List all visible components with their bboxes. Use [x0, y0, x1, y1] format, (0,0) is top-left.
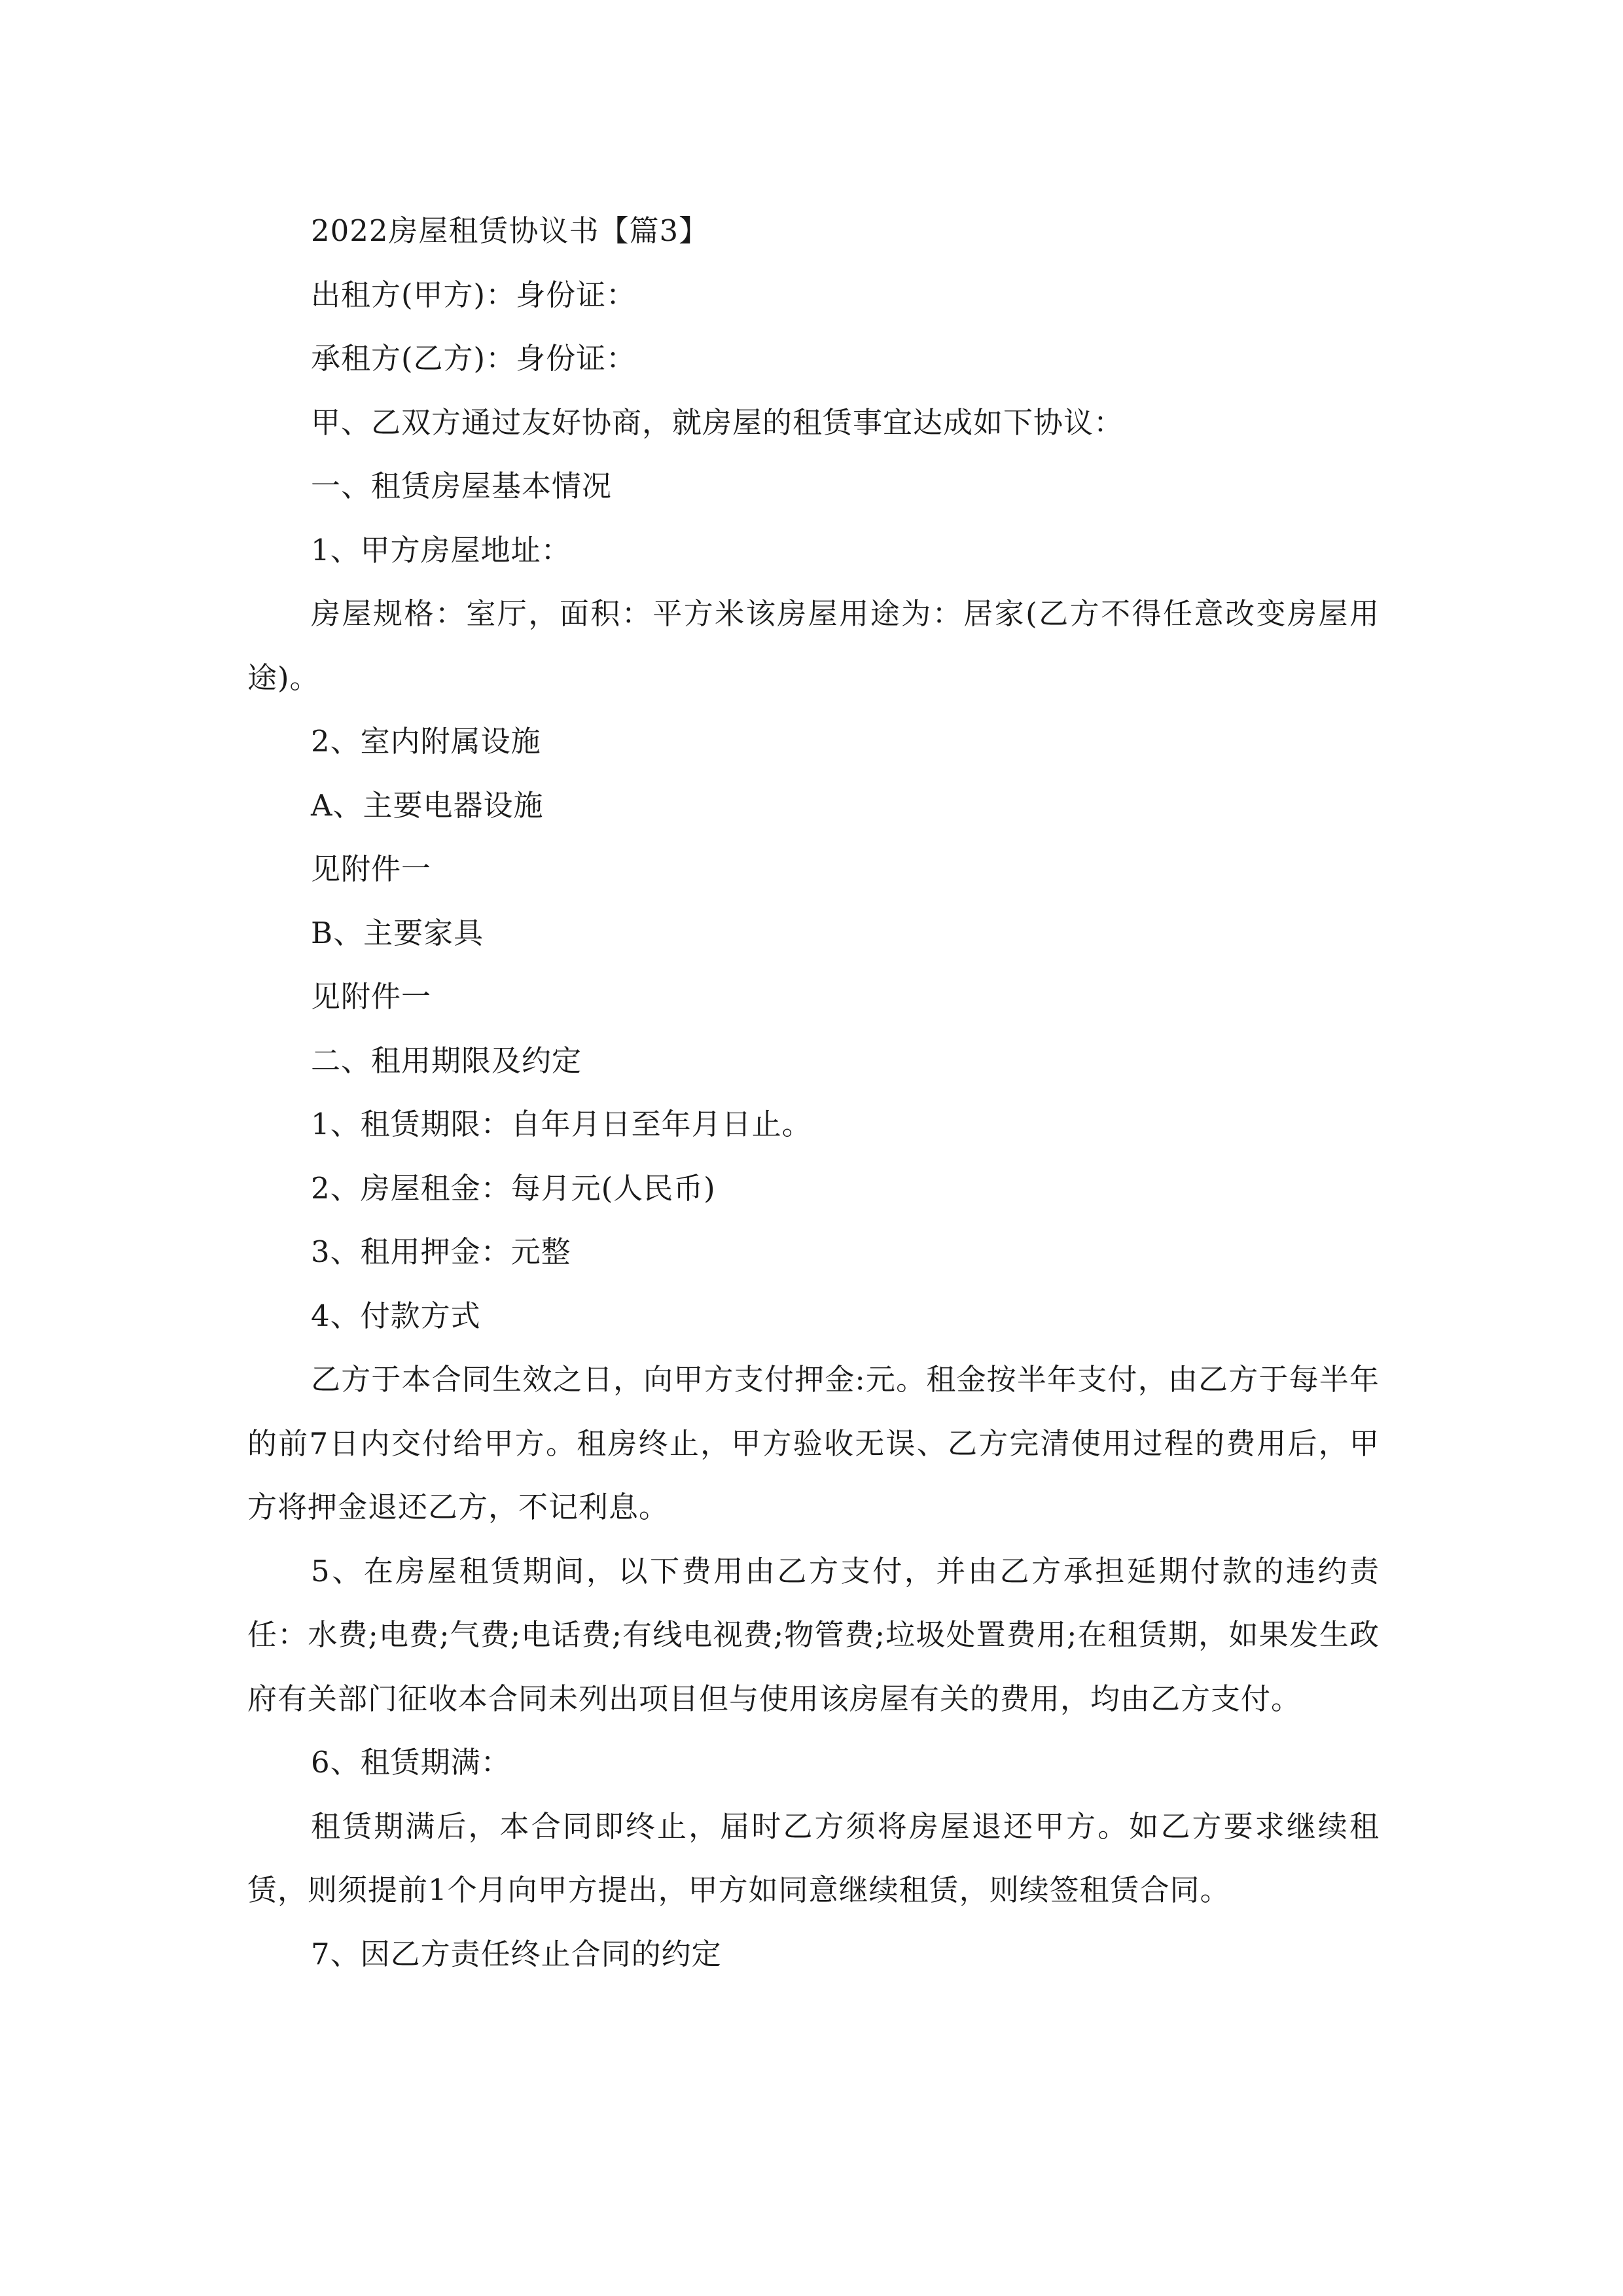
clause-term: 1、租赁期限：自年月日至年月日止。: [311, 1107, 812, 1141]
clause-specification: 房屋规格：室厅，面积：平方米该房屋用途为：居家(乙方不得任意改变房屋用途)。: [247, 596, 1380, 695]
section-heading-1: 一、租赁房屋基本情况: [311, 469, 613, 503]
lessor-line: 出租方(甲方)：身份证：: [311, 277, 637, 312]
lessee-line: 承租方(乙方)：身份证：: [311, 341, 637, 376]
clause-furniture: B、主要家具: [311, 915, 484, 950]
clause-deposit: 3、租用押金：元整: [311, 1234, 571, 1269]
expiry-paragraph: 租赁期满后，本合同即终止，届时乙方须将房屋退还甲方。如乙方要求继续租赁，则须提前1个月向甲方提出，甲方如同意继续租赁，则续签租赁合同。: [247, 1808, 1380, 1907]
agreement-intro: 甲、乙双方通过友好协商，就房屋的租赁事宜达成如下协议：: [311, 404, 1124, 440]
clause-rent: 2、房屋租金：每月元(人民币): [311, 1170, 716, 1206]
document-body: [247, 199, 1380, 1986]
clause-facilities: 2、室内附属设施: [311, 724, 541, 759]
document-title: 2022房屋租赁协议书【篇3】: [311, 213, 709, 248]
clause-payment: 4、付款方式: [311, 1298, 481, 1333]
appendix-reference: 见附件一: [311, 979, 432, 1014]
clause-expiry: 6、租赁期满：: [311, 1745, 511, 1780]
payment-paragraph: 乙方于本合同生效之日，向甲方支付押金:元。租金按半年支付，由乙方于每半年的前7日内交付给甲方。租房终止，甲方验收无误、乙方完清使用过程的费用后，甲方将押金退还乙方，不记利息。: [247, 1362, 1380, 1524]
clause-appliances: A、主要电器设施: [311, 787, 544, 823]
section-heading-2: 二、租用期限及约定: [311, 1043, 582, 1078]
appendix-reference: 见附件一: [311, 852, 432, 886]
clause-address: 1、甲方房屋地址：: [311, 532, 571, 567]
clause-fees: 5、在房屋租赁期间，以下费用由乙方支付，并由乙方承担延期付款的违约责任：水费;电费;气费;电话费;有线电视费;物管费;垃圾处置费用;在租赁期，如果发生政府有关部门征收本合同未列出项目但与使用该房屋有关的费用，均由乙方支付。: [247, 1553, 1380, 1716]
clause-termination: 7、因乙方责任终止合同的约定: [311, 1936, 722, 1971]
